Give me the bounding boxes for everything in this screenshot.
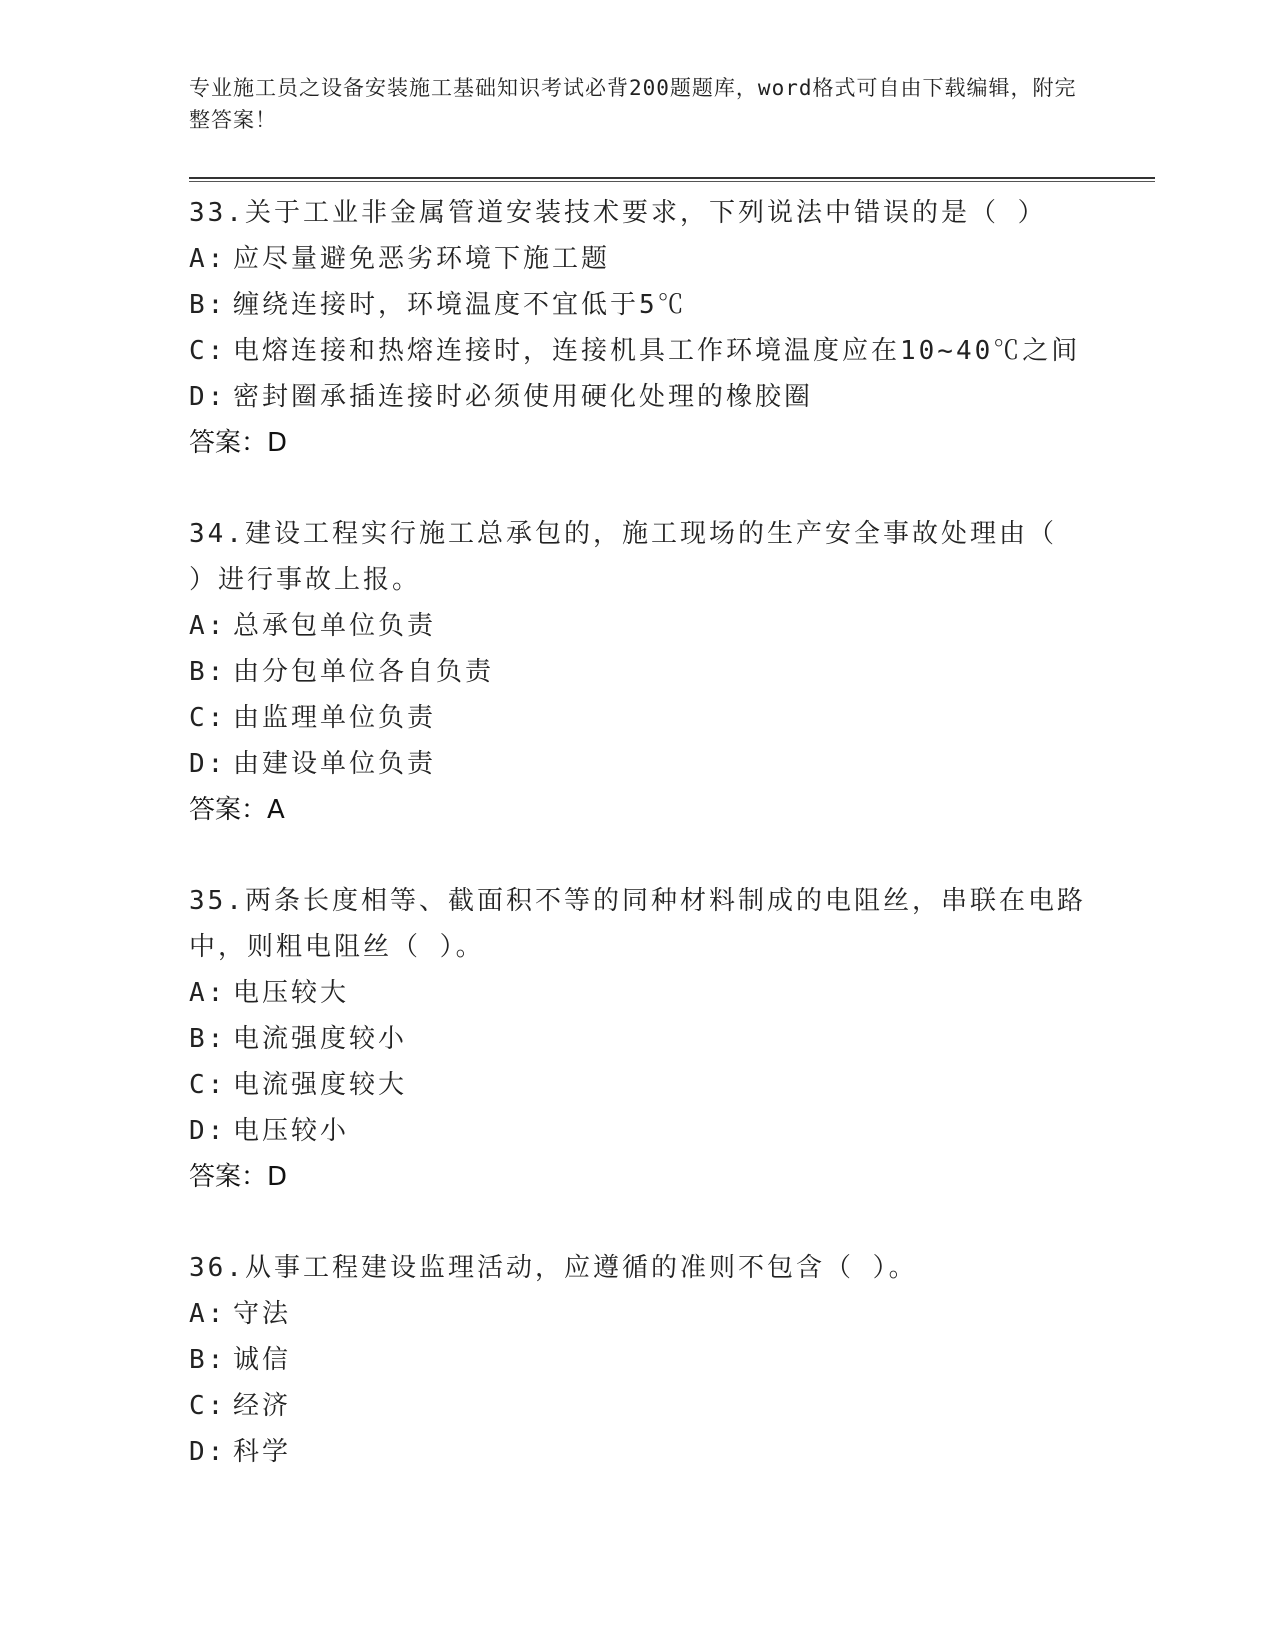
option-letter: D: xyxy=(189,1437,227,1467)
option-letter: A: xyxy=(189,1299,227,1329)
option-letter: A: xyxy=(189,244,227,274)
option-letter: C: xyxy=(189,1070,227,1100)
option-text: 经济 xyxy=(233,1391,292,1421)
option-letter: B: xyxy=(189,657,227,687)
option-letter: B: xyxy=(189,290,227,320)
answer-line: 答案：D xyxy=(189,1162,288,1192)
option-d xyxy=(189,741,1089,787)
option-a xyxy=(189,603,1089,649)
question-34 xyxy=(189,511,1089,833)
option-text: 电压较小 xyxy=(233,1116,350,1146)
question-35 xyxy=(189,878,1089,1200)
option-text: 电流强度较小 xyxy=(233,1024,408,1054)
question-stem: 33.关于工业非金属管道安装技术要求，下列说法中错误的是（ ） xyxy=(189,198,1047,228)
option-text: 缠绕连接时，环境温度不宜低于5℃ xyxy=(233,290,687,320)
option-text: 应尽量避免恶劣环境下施工题 xyxy=(233,244,611,274)
option-c xyxy=(189,1062,1089,1108)
option-text: 总承包单位负责 xyxy=(233,611,437,641)
option-b xyxy=(189,282,1089,328)
header-divider-thick xyxy=(189,177,1155,179)
option-letter: D: xyxy=(189,382,227,412)
question-stem: 34.建设工程实行施工总承包的，施工现场的生产安全事故处理由（ ）进行事故上报。 xyxy=(189,519,1057,595)
answer-line: 答案：A xyxy=(189,795,285,825)
option-d xyxy=(189,374,1089,420)
option-text: 诚信 xyxy=(233,1345,292,1375)
option-text: 电流强度较大 xyxy=(233,1070,408,1100)
answer-line: 答案：D xyxy=(189,428,288,458)
option-letter: A: xyxy=(189,611,227,641)
option-letter: C: xyxy=(189,336,227,366)
option-b xyxy=(189,1016,1089,1062)
option-text: 由建设单位负责 xyxy=(233,749,437,779)
option-text: 科学 xyxy=(233,1437,292,1467)
option-a xyxy=(189,1291,1089,1337)
question-36 xyxy=(189,1245,1089,1475)
option-letter: A: xyxy=(189,978,227,1008)
option-c xyxy=(189,1383,1089,1429)
option-b xyxy=(189,649,1089,695)
option-letter: B: xyxy=(189,1024,227,1054)
option-text: 电熔连接和热熔连接时，连接机具工作环境温度应在10~40℃之间 xyxy=(233,336,1081,366)
question-stem: 36.从事工程建设监理活动，应遵循的准则不包含（ ）。 xyxy=(189,1253,918,1283)
option-letter: B: xyxy=(189,1345,227,1375)
option-d xyxy=(189,1108,1089,1154)
option-c xyxy=(189,695,1089,741)
option-letter: D: xyxy=(189,749,227,779)
option-d xyxy=(189,1429,1089,1475)
question-33 xyxy=(189,190,1089,466)
option-letter: C: xyxy=(189,703,227,733)
option-letter: D: xyxy=(189,1116,227,1146)
option-text: 电压较大 xyxy=(233,978,350,1008)
option-b xyxy=(189,1337,1089,1383)
option-text: 由分包单位各自负责 xyxy=(233,657,495,687)
option-text: 密封圈承插连接时必须使用硬化处理的橡胶圈 xyxy=(233,382,814,412)
question-stem: 35.两条长度相等、截面积不等的同种材料制成的电阻丝，串联在电路中，则粗电阻丝（ ）。 xyxy=(189,886,1086,962)
option-text: 守法 xyxy=(233,1299,292,1329)
option-a xyxy=(189,970,1089,1016)
option-text: 由监理单位负责 xyxy=(233,703,437,733)
document-header: 专业施工员之设备安装施工基础知识考试必背200题题库，word格式可自由下载编辑，附完整答案！ xyxy=(189,76,1077,132)
header-divider-thin xyxy=(189,181,1155,182)
option-a xyxy=(189,236,1089,282)
question-list xyxy=(189,190,1089,1475)
option-c xyxy=(189,328,1089,374)
option-letter: C: xyxy=(189,1391,227,1421)
